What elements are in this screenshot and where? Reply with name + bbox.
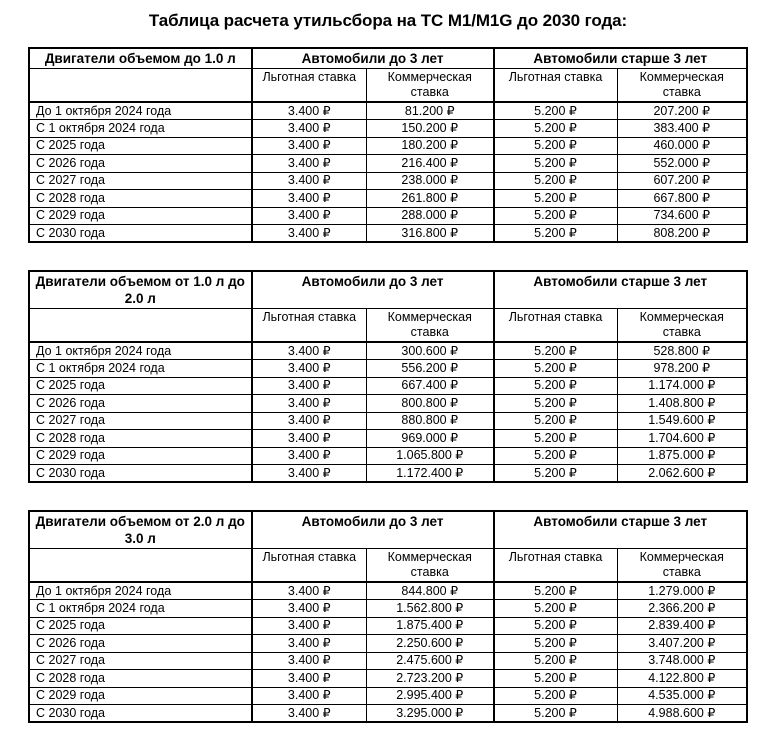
commercial-rate-header: Коммерческая ставка <box>366 549 493 583</box>
rate-value-cell: 734.600 ₽ <box>617 207 747 225</box>
rate-value-cell: 3.400 ₽ <box>252 207 367 225</box>
table-row <box>29 172 747 190</box>
table-row <box>29 670 747 688</box>
period-cell: С 2028 года <box>29 430 252 448</box>
rate-value-cell: 1.875.400 ₽ <box>366 617 493 635</box>
period-cell: С 2025 года <box>29 377 252 395</box>
over-3-years-group-header: Автомобили старше 3 лет <box>494 271 747 309</box>
rate-value-cell: 5.200 ₽ <box>494 120 617 138</box>
table-row <box>29 465 747 483</box>
rate-subheader-row <box>29 549 747 583</box>
rate-value-cell: 316.800 ₽ <box>366 225 493 243</box>
table-row <box>29 617 747 635</box>
period-cell: С 2028 года <box>29 190 252 208</box>
period-cell: С 2029 года <box>29 687 252 705</box>
tariff-table-engine-1l-to-2l <box>28 270 748 483</box>
over-3-years-group-header: Автомобили старше 3 лет <box>494 511 747 549</box>
over-3-years-group-header: Автомобили старше 3 лет <box>494 48 747 69</box>
table-row <box>29 395 747 413</box>
rate-value-cell: 3.400 ₽ <box>252 225 367 243</box>
rate-value-cell: 5.200 ₽ <box>494 377 617 395</box>
rate-value-cell: 3.400 ₽ <box>252 705 367 723</box>
rate-value-cell: 238.000 ₽ <box>366 172 493 190</box>
rate-value-cell: 3.400 ₽ <box>252 600 367 618</box>
rate-value-cell: 969.000 ₽ <box>366 430 493 448</box>
rate-value-cell: 5.200 ₽ <box>494 670 617 688</box>
rate-value-cell: 3.400 ₽ <box>252 430 367 448</box>
rate-value-cell: 2.366.200 ₽ <box>617 600 747 618</box>
rate-value-cell: 552.000 ₽ <box>617 155 747 173</box>
preferential-rate-header: Льготная ставка <box>494 309 617 343</box>
table-row <box>29 430 747 448</box>
rate-value-cell: 5.200 ₽ <box>494 430 617 448</box>
rate-value-cell: 4.535.000 ₽ <box>617 687 747 705</box>
rate-value-cell: 880.800 ₽ <box>366 412 493 430</box>
engine-volume-header: Двигатели объемом от 1.0 л до 2.0 л <box>29 271 252 309</box>
commercial-rate-header: Коммерческая ставка <box>617 549 747 583</box>
table-row <box>29 120 747 138</box>
table-row <box>29 155 747 173</box>
preferential-rate-header: Льготная ставка <box>494 69 617 103</box>
rate-value-cell: 383.400 ₽ <box>617 120 747 138</box>
commercial-rate-header: Коммерческая ставка <box>366 69 493 103</box>
table-row <box>29 600 747 618</box>
period-cell: С 2030 года <box>29 225 252 243</box>
rate-value-cell: 978.200 ₽ <box>617 360 747 378</box>
period-cell: С 2030 года <box>29 465 252 483</box>
period-cell: С 2025 года <box>29 137 252 155</box>
rate-value-cell: 288.000 ₽ <box>366 207 493 225</box>
period-cell: До 1 октября 2024 года <box>29 342 252 360</box>
rate-value-cell: 5.200 ₽ <box>494 705 617 723</box>
period-cell: С 2027 года <box>29 652 252 670</box>
period-cell: С 2027 года <box>29 172 252 190</box>
rate-value-cell: 300.600 ₽ <box>366 342 493 360</box>
rate-value-cell: 1.172.400 ₽ <box>366 465 493 483</box>
group-header-row <box>29 48 747 69</box>
preferential-rate-header: Льготная ставка <box>252 549 367 583</box>
rate-value-cell: 5.200 ₽ <box>494 412 617 430</box>
tariff-table-engine-2l-to-3l <box>28 510 748 723</box>
rate-value-cell: 5.200 ₽ <box>494 395 617 413</box>
rate-value-cell: 3.400 ₽ <box>252 172 367 190</box>
rate-value-cell: 2.995.400 ₽ <box>366 687 493 705</box>
rate-value-cell: 3.400 ₽ <box>252 617 367 635</box>
rate-value-cell: 2.839.400 ₽ <box>617 617 747 635</box>
engine-volume-header: Двигатели объемом до 1.0 л <box>29 48 252 69</box>
group-header-row <box>29 271 747 309</box>
rate-value-cell: 528.800 ₽ <box>617 342 747 360</box>
rate-value-cell: 5.200 ₽ <box>494 635 617 653</box>
empty-corner-cell <box>29 549 252 583</box>
rate-value-cell: 1.562.800 ₽ <box>366 600 493 618</box>
rate-value-cell: 844.800 ₽ <box>366 582 493 600</box>
rate-value-cell: 800.800 ₽ <box>366 395 493 413</box>
rate-value-cell: 261.800 ₽ <box>366 190 493 208</box>
rate-value-cell: 2.723.200 ₽ <box>366 670 493 688</box>
empty-corner-cell <box>29 309 252 343</box>
period-cell: С 1 октября 2024 года <box>29 600 252 618</box>
table-row <box>29 342 747 360</box>
rate-value-cell: 5.200 ₽ <box>494 617 617 635</box>
rate-value-cell: 3.400 ₽ <box>252 377 367 395</box>
rate-value-cell: 607.200 ₽ <box>617 172 747 190</box>
rate-value-cell: 1.279.000 ₽ <box>617 582 747 600</box>
table-row <box>29 687 747 705</box>
table-row <box>29 447 747 465</box>
rate-value-cell: 150.200 ₽ <box>366 120 493 138</box>
rate-value-cell: 3.400 ₽ <box>252 120 367 138</box>
preferential-rate-header: Льготная ставка <box>494 549 617 583</box>
rate-value-cell: 5.200 ₽ <box>494 172 617 190</box>
rate-value-cell: 5.200 ₽ <box>494 447 617 465</box>
commercial-rate-header: Коммерческая ставка <box>617 69 747 103</box>
rate-value-cell: 5.200 ₽ <box>494 225 617 243</box>
under-3-years-group-header: Автомобили до 3 лет <box>252 511 494 549</box>
table-row <box>29 635 747 653</box>
rate-value-cell: 3.400 ₽ <box>252 360 367 378</box>
table-row <box>29 137 747 155</box>
rate-value-cell: 2.250.600 ₽ <box>366 635 493 653</box>
rate-value-cell: 5.200 ₽ <box>494 155 617 173</box>
table-row <box>29 207 747 225</box>
tariff-table-engine-under-1l <box>28 47 748 243</box>
table-row <box>29 360 747 378</box>
group-header-row <box>29 511 747 549</box>
rate-value-cell: 3.400 ₽ <box>252 635 367 653</box>
rate-value-cell: 3.400 ₽ <box>252 670 367 688</box>
table-row <box>29 102 747 120</box>
rate-value-cell: 808.200 ₽ <box>617 225 747 243</box>
rate-value-cell: 3.295.000 ₽ <box>366 705 493 723</box>
table-row <box>29 225 747 243</box>
page-title: Таблица расчета утильсбора на ТС М1/М1G до 2030 года: <box>148 11 628 30</box>
table-row <box>29 190 747 208</box>
rate-value-cell: 3.400 ₽ <box>252 447 367 465</box>
rate-value-cell: 1.408.800 ₽ <box>617 395 747 413</box>
rate-value-cell: 5.200 ₽ <box>494 465 617 483</box>
table-row <box>29 377 747 395</box>
rate-value-cell: 3.400 ₽ <box>252 155 367 173</box>
period-cell: До 1 октября 2024 года <box>29 102 252 120</box>
period-cell: С 2029 года <box>29 447 252 465</box>
rate-value-cell: 5.200 ₽ <box>494 342 617 360</box>
rate-value-cell: 3.400 ₽ <box>252 190 367 208</box>
rate-value-cell: 2.475.600 ₽ <box>366 652 493 670</box>
commercial-rate-header: Коммерческая ставка <box>366 309 493 343</box>
period-cell: С 2027 года <box>29 412 252 430</box>
rate-value-cell: 1.704.600 ₽ <box>617 430 747 448</box>
rate-value-cell: 3.407.200 ₽ <box>617 635 747 653</box>
empty-corner-cell <box>29 69 252 103</box>
rate-value-cell: 3.400 ₽ <box>252 687 367 705</box>
rate-value-cell: 460.000 ₽ <box>617 137 747 155</box>
rate-subheader-row <box>29 69 747 103</box>
rate-value-cell: 81.200 ₽ <box>366 102 493 120</box>
preferential-rate-header: Льготная ставка <box>252 69 367 103</box>
rate-value-cell: 3.400 ₽ <box>252 342 367 360</box>
rate-value-cell: 1.549.600 ₽ <box>617 412 747 430</box>
rate-value-cell: 3.400 ₽ <box>252 102 367 120</box>
commercial-rate-header: Коммерческая ставка <box>617 309 747 343</box>
rate-value-cell: 3.400 ₽ <box>252 137 367 155</box>
rate-value-cell: 556.200 ₽ <box>366 360 493 378</box>
rate-value-cell: 3.400 ₽ <box>252 465 367 483</box>
rate-value-cell: 5.200 ₽ <box>494 207 617 225</box>
rate-value-cell: 216.400 ₽ <box>366 155 493 173</box>
rate-value-cell: 5.200 ₽ <box>494 137 617 155</box>
rate-value-cell: 5.200 ₽ <box>494 687 617 705</box>
table-row <box>29 652 747 670</box>
rate-value-cell: 1.875.000 ₽ <box>617 447 747 465</box>
rate-value-cell: 5.200 ₽ <box>494 190 617 208</box>
rate-value-cell: 3.400 ₽ <box>252 395 367 413</box>
rate-value-cell: 5.200 ₽ <box>494 652 617 670</box>
rate-value-cell: 5.200 ₽ <box>494 360 617 378</box>
rate-value-cell: 4.122.800 ₽ <box>617 670 747 688</box>
engine-volume-header: Двигатели объемом от 2.0 л до 3.0 л <box>29 511 252 549</box>
rate-value-cell: 207.200 ₽ <box>617 102 747 120</box>
rate-value-cell: 3.400 ₽ <box>252 582 367 600</box>
table-row <box>29 705 747 723</box>
rate-value-cell: 5.200 ₽ <box>494 102 617 120</box>
rate-value-cell: 667.800 ₽ <box>617 190 747 208</box>
period-cell: С 2025 года <box>29 617 252 635</box>
rate-value-cell: 3.400 ₽ <box>252 652 367 670</box>
period-cell: С 2030 года <box>29 705 252 723</box>
rate-value-cell: 667.400 ₽ <box>366 377 493 395</box>
rate-value-cell: 4.988.600 ₽ <box>617 705 747 723</box>
period-cell: С 2028 года <box>29 670 252 688</box>
rate-value-cell: 3.400 ₽ <box>252 412 367 430</box>
rate-value-cell: 5.200 ₽ <box>494 600 617 618</box>
rate-value-cell: 1.174.000 ₽ <box>617 377 747 395</box>
period-cell: С 1 октября 2024 года <box>29 120 252 138</box>
under-3-years-group-header: Автомобили до 3 лет <box>252 48 494 69</box>
rate-value-cell: 2.062.600 ₽ <box>617 465 747 483</box>
period-cell: С 2026 года <box>29 155 252 173</box>
period-cell: С 2029 года <box>29 207 252 225</box>
period-cell: С 2026 года <box>29 395 252 413</box>
period-cell: С 2026 года <box>29 635 252 653</box>
table-row <box>29 582 747 600</box>
rate-subheader-row <box>29 309 747 343</box>
preferential-rate-header: Льготная ставка <box>252 309 367 343</box>
period-cell: С 1 октября 2024 года <box>29 360 252 378</box>
under-3-years-group-header: Автомобили до 3 лет <box>252 271 494 309</box>
table-row <box>29 412 747 430</box>
rate-value-cell: 3.748.000 ₽ <box>617 652 747 670</box>
rate-value-cell: 5.200 ₽ <box>494 582 617 600</box>
period-cell: До 1 октября 2024 года <box>29 582 252 600</box>
rate-value-cell: 180.200 ₽ <box>366 137 493 155</box>
rate-value-cell: 1.065.800 ₽ <box>366 447 493 465</box>
